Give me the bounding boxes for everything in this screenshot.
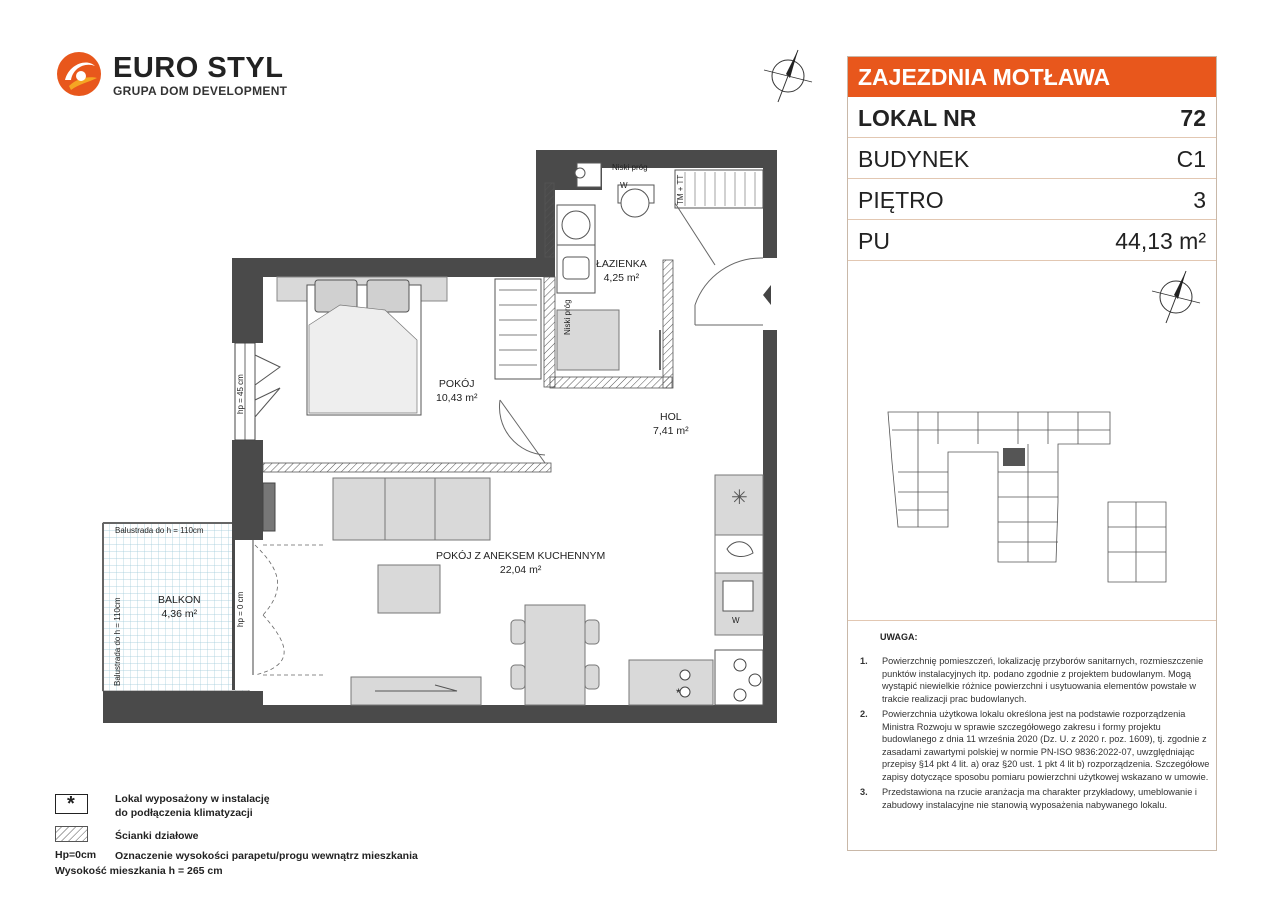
niski-prog-vertical-label: Niski próg: [563, 299, 572, 335]
company-logo: [55, 50, 288, 100]
note-item: [860, 786, 1210, 811]
project-name: ZAJEZDNIA MOTŁAWA: [858, 64, 1111, 90]
note-number: 3.: [860, 787, 868, 797]
room-name: HOL: [660, 411, 682, 423]
room-pokoj-label: [436, 377, 477, 405]
row-key: PIĘTRO: [858, 187, 944, 213]
note-number: 1.: [860, 656, 868, 666]
room-hol-label: [653, 410, 689, 438]
ac-marker: *: [676, 686, 681, 700]
highlighted-unit: [1003, 448, 1025, 466]
note-text: Powierzchnię pomieszczeń, lokalizację przyborów sanitarnych, rozmieszczenie punktów instalacyjnych itp. podano zgodnie z projektem budowlanym. Mogą wystąpić niewielkie różnice powierzchni i usytuowania elementów powstałe w trakcie realizacji prac budowlanych.: [882, 656, 1204, 704]
row-pu: [848, 220, 1216, 261]
row-key: BUDYNEK: [858, 146, 970, 172]
logo-name: EURO STYL: [113, 52, 284, 84]
tm-tt-label: TM + TT: [676, 174, 685, 205]
notes-title: UWAGA:: [880, 632, 918, 642]
ac-symbol: *: [67, 793, 75, 815]
building-key-plan: [878, 402, 1178, 592]
row-value: C1: [1176, 146, 1206, 172]
compass-small-icon: [1148, 269, 1204, 325]
note-text: Przedstawiona na rzucie aranżacja ma charakter przykładowy, umeblowanie i zabudowy instalacyjne nie stanowią wyposażenia nabywanego lokalu.: [882, 787, 1197, 810]
legend-height-text: Wysokość mieszkania h = 265 cm: [55, 865, 223, 877]
w-label: W: [620, 181, 628, 190]
row-value: 72: [1180, 105, 1206, 131]
room-area: 10,43 m²: [436, 392, 478, 404]
note-item: [860, 655, 1210, 705]
room-name: POKÓJ: [438, 378, 475, 390]
room-name: BALKON: [158, 594, 201, 606]
room-area: 22,04 m²: [499, 564, 542, 576]
room-balkon-label: [158, 593, 201, 621]
row-key: PU: [858, 228, 890, 254]
legend-walls-text: Ścianki działowe: [115, 830, 199, 842]
room-area: 4,25 m²: [603, 272, 640, 284]
balustrada-top-label: Balustrada do h = 110cm: [115, 526, 204, 535]
legend-hatch-swatch: [55, 826, 88, 842]
room-area: 4,36 m²: [161, 608, 198, 620]
room-name: POKÓJ Z ANEKSEM KUCHENNYM: [436, 550, 606, 562]
note-text: Powierzchnia użytkowa lokalu określona jest na podstawie rozporządzenia Ministra Rozwoju w sprawie szczegółowego zakresu i formy projektu budowlanego z dnia 11 września 2020 (Dz. U. z 2020 r. poz. 1609), tj. zgodnie z zasadami zawartymi polskiej w normie PN-ISO 9836:2022-07, uwzględniając przepisy §14 pkt 4 lit. a) oraz §20 ust. 1 pkt 4 lit b) rozporządzenia. Szczegółowe zapisy dotyczące sposobu pomiaru powierzchni użytkowej wskazano w umowie.: [882, 709, 1210, 782]
room-name: ŁAZIENKA: [596, 258, 647, 270]
note-number: 2.: [860, 709, 868, 719]
logo-subtitle: GRUPA DOM DEVELOPMENT: [113, 84, 288, 98]
row-value: 44,13 m²: [1115, 228, 1206, 254]
row-key: LOKAL NR: [858, 105, 977, 131]
info-panel: [847, 56, 1217, 851]
w-label-kitchen: W: [732, 616, 740, 625]
row-budynek: [848, 138, 1216, 179]
room-lazienka-label: [596, 257, 647, 285]
legend-ac-line-2: do podłączenia klimatyzacji: [115, 807, 253, 819]
row-lokal: [848, 97, 1216, 138]
legend-hp-text: Oznaczenie wysokości parapetu/progu wewnątrz mieszkania: [115, 850, 418, 862]
compass-icon: [760, 48, 816, 104]
living-furniture: [263, 475, 763, 705]
logo-flame-icon: [55, 50, 103, 98]
legend-hp-key: Hp=0cm: [55, 849, 97, 861]
hood-icon: ✳: [731, 487, 748, 509]
row-pietro: [848, 179, 1216, 220]
bedroom-furniture: [255, 277, 541, 417]
project-header: [848, 57, 1216, 97]
panel-divider: [848, 620, 1216, 621]
row-value: 3: [1193, 187, 1206, 213]
legend-ac-text: [115, 792, 270, 820]
balustrada-side-label: Balustrada do h = 110cm: [113, 597, 122, 686]
niski-prog-label: Niski próg: [612, 163, 648, 172]
hp0-label: hp = 0 cm: [236, 591, 245, 627]
hp45-label: hp = 45 cm: [236, 374, 245, 414]
room-aneks-label: [436, 549, 605, 577]
room-area: 7,41 m²: [653, 425, 689, 437]
note-item: [860, 708, 1210, 783]
legend-ac-box: [55, 794, 88, 814]
notes-list: [860, 655, 1210, 814]
legend-ac-line-1: Lokal wyposażony w instalację: [115, 793, 270, 805]
